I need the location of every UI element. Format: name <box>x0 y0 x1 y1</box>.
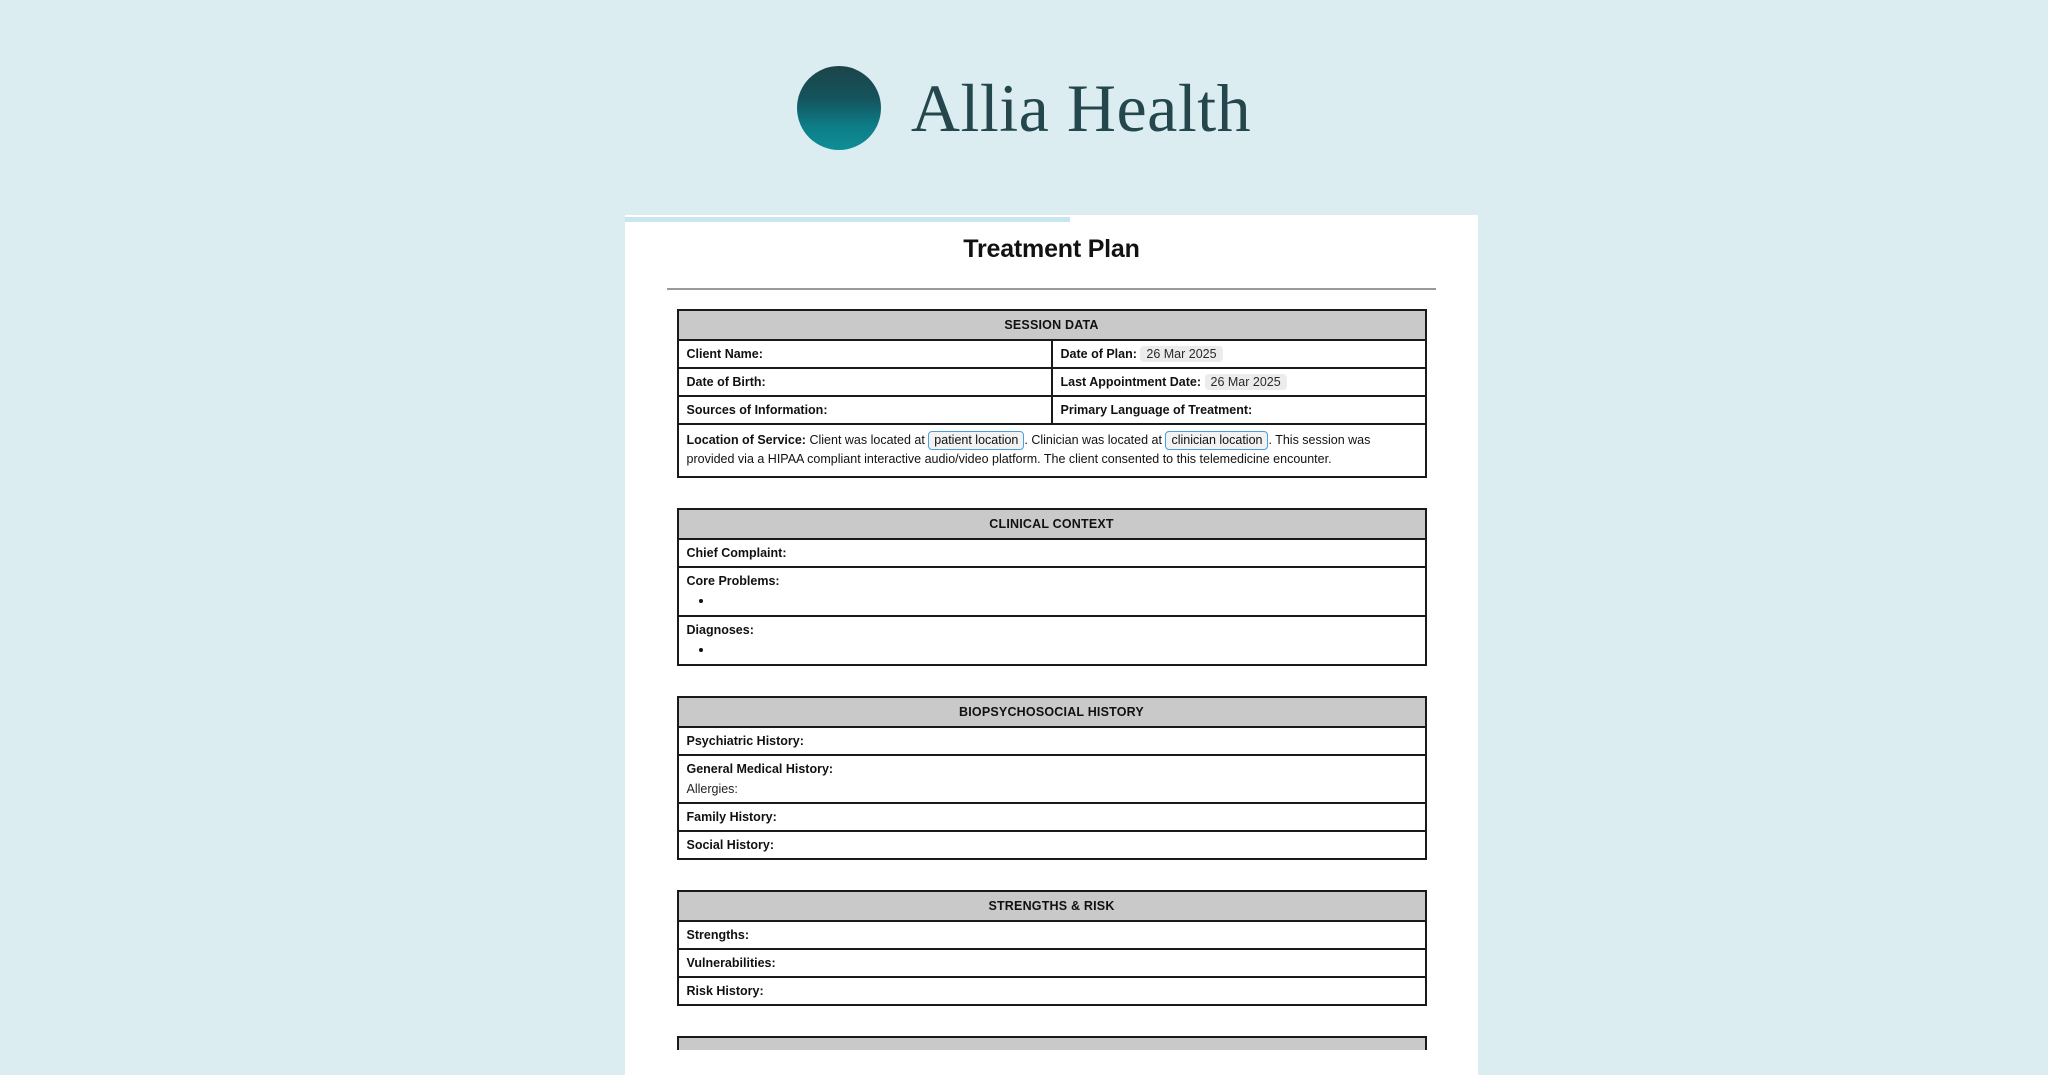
biopsychosocial-history-table <box>677 696 1427 860</box>
label-general-medical-history: General Medical History: <box>686 761 834 776</box>
section-heading-clinical-context: CLINICAL CONTEXT <box>678 509 1426 539</box>
table-row <box>678 509 1426 539</box>
table-row <box>678 755 1426 803</box>
core-problems-list <box>687 593 1417 607</box>
label-allergies: Allergies: <box>686 781 738 796</box>
cell-primary-language[interactable] <box>1052 396 1426 424</box>
label-location-of-service: Location of Service: <box>686 433 806 447</box>
table-row <box>678 310 1426 340</box>
label-chief-complaint: Chief Complaint: <box>686 545 787 560</box>
label-strengths: Strengths: <box>686 927 749 942</box>
cell-sources-of-information[interactable] <box>678 396 1052 424</box>
table-row <box>678 977 1426 1005</box>
table-row <box>678 424 1426 477</box>
section-heading-strengths-risk: STRENGTHS & RISK <box>678 891 1426 921</box>
cell-core-problems[interactable] <box>678 567 1426 616</box>
cell-last-appointment-date[interactable] <box>1052 368 1426 396</box>
cell-diagnoses[interactable] <box>678 616 1426 665</box>
table-row <box>678 831 1426 859</box>
label-sources-of-information: Sources of Information: <box>686 403 828 417</box>
document-page <box>625 215 1478 1075</box>
list-item[interactable] <box>713 642 1417 656</box>
page-top-highlight-bar <box>625 217 1070 222</box>
table-row <box>678 368 1426 396</box>
location-text-1: Client was located at <box>809 433 925 447</box>
label-primary-language-of-treatment: Primary Language of Treatment: <box>1060 403 1253 417</box>
table-row <box>678 396 1426 424</box>
value-date-of-plan: 26 Mar 2025 <box>1140 346 1222 362</box>
location-text-3: . This session was provided via a HIPAA compliant interactive audio/video platform. The client consented to this telemedicine encounter. <box>686 433 1371 467</box>
brand-name: Allia Health <box>910 69 1252 146</box>
label-social-history: Social History: <box>686 837 775 852</box>
cell-strengths[interactable] <box>678 921 1426 949</box>
cell-general-medical-history[interactable] <box>678 755 1426 803</box>
label-date-of-plan: Date of Plan: <box>1060 347 1137 361</box>
label-diagnoses: Diagnoses: <box>686 622 754 637</box>
section-heading-biopsychosocial-history: BIOPSYCHOSOCIAL HISTORY <box>678 697 1426 727</box>
session-data-table <box>677 309 1427 478</box>
placeholder-patient-location[interactable]: patient location <box>928 431 1024 450</box>
label-psychiatric-history: Psychiatric History: <box>686 733 804 748</box>
list-item[interactable] <box>713 593 1417 607</box>
cell-social-history[interactable] <box>678 831 1426 859</box>
brand-header <box>0 0 2048 215</box>
allia-circle-logo-icon <box>797 66 881 150</box>
table-row <box>678 803 1426 831</box>
cell-date-of-birth[interactable] <box>678 368 1052 396</box>
table-row <box>678 891 1426 921</box>
label-vulnerabilities: Vulnerabilities: <box>686 955 776 970</box>
label-last-appointment-date: Last Appointment Date: <box>1060 375 1202 389</box>
table-row <box>678 340 1426 368</box>
label-core-problems: Core Problems: <box>686 573 780 588</box>
value-last-appointment-date: 26 Mar 2025 <box>1205 374 1287 390</box>
title-divider <box>667 288 1436 290</box>
label-client-name: Client Name: <box>686 347 763 361</box>
next-section-table-clipped <box>677 1036 1427 1050</box>
cell-client-name[interactable] <box>678 340 1052 368</box>
strengths-risk-table <box>677 890 1427 1006</box>
section-heading-session-data: SESSION DATA <box>678 310 1426 340</box>
table-row <box>678 949 1426 977</box>
table-row <box>678 539 1426 567</box>
diagnoses-list <box>687 642 1417 656</box>
placeholder-clinician-location[interactable]: clinician location <box>1165 431 1268 450</box>
cell-family-history[interactable] <box>678 803 1426 831</box>
table-row <box>678 921 1426 949</box>
location-text-2: . Clinician was located at <box>1024 433 1162 447</box>
table-row <box>678 616 1426 665</box>
cell-location-of-service[interactable] <box>678 424 1426 477</box>
table-row <box>678 697 1426 727</box>
table-row <box>678 567 1426 616</box>
clinical-context-table <box>677 508 1427 666</box>
cell-risk-history[interactable] <box>678 977 1426 1005</box>
cell-psychiatric-history[interactable] <box>678 727 1426 755</box>
cell-vulnerabilities[interactable] <box>678 949 1426 977</box>
table-row <box>678 727 1426 755</box>
cell-date-of-plan[interactable] <box>1052 340 1426 368</box>
page-title: Treatment Plan <box>963 235 1140 263</box>
label-date-of-birth: Date of Birth: <box>686 375 766 389</box>
label-risk-history: Risk History: <box>686 983 764 998</box>
label-family-history: Family History: <box>686 809 777 824</box>
cell-chief-complaint[interactable] <box>678 539 1426 567</box>
